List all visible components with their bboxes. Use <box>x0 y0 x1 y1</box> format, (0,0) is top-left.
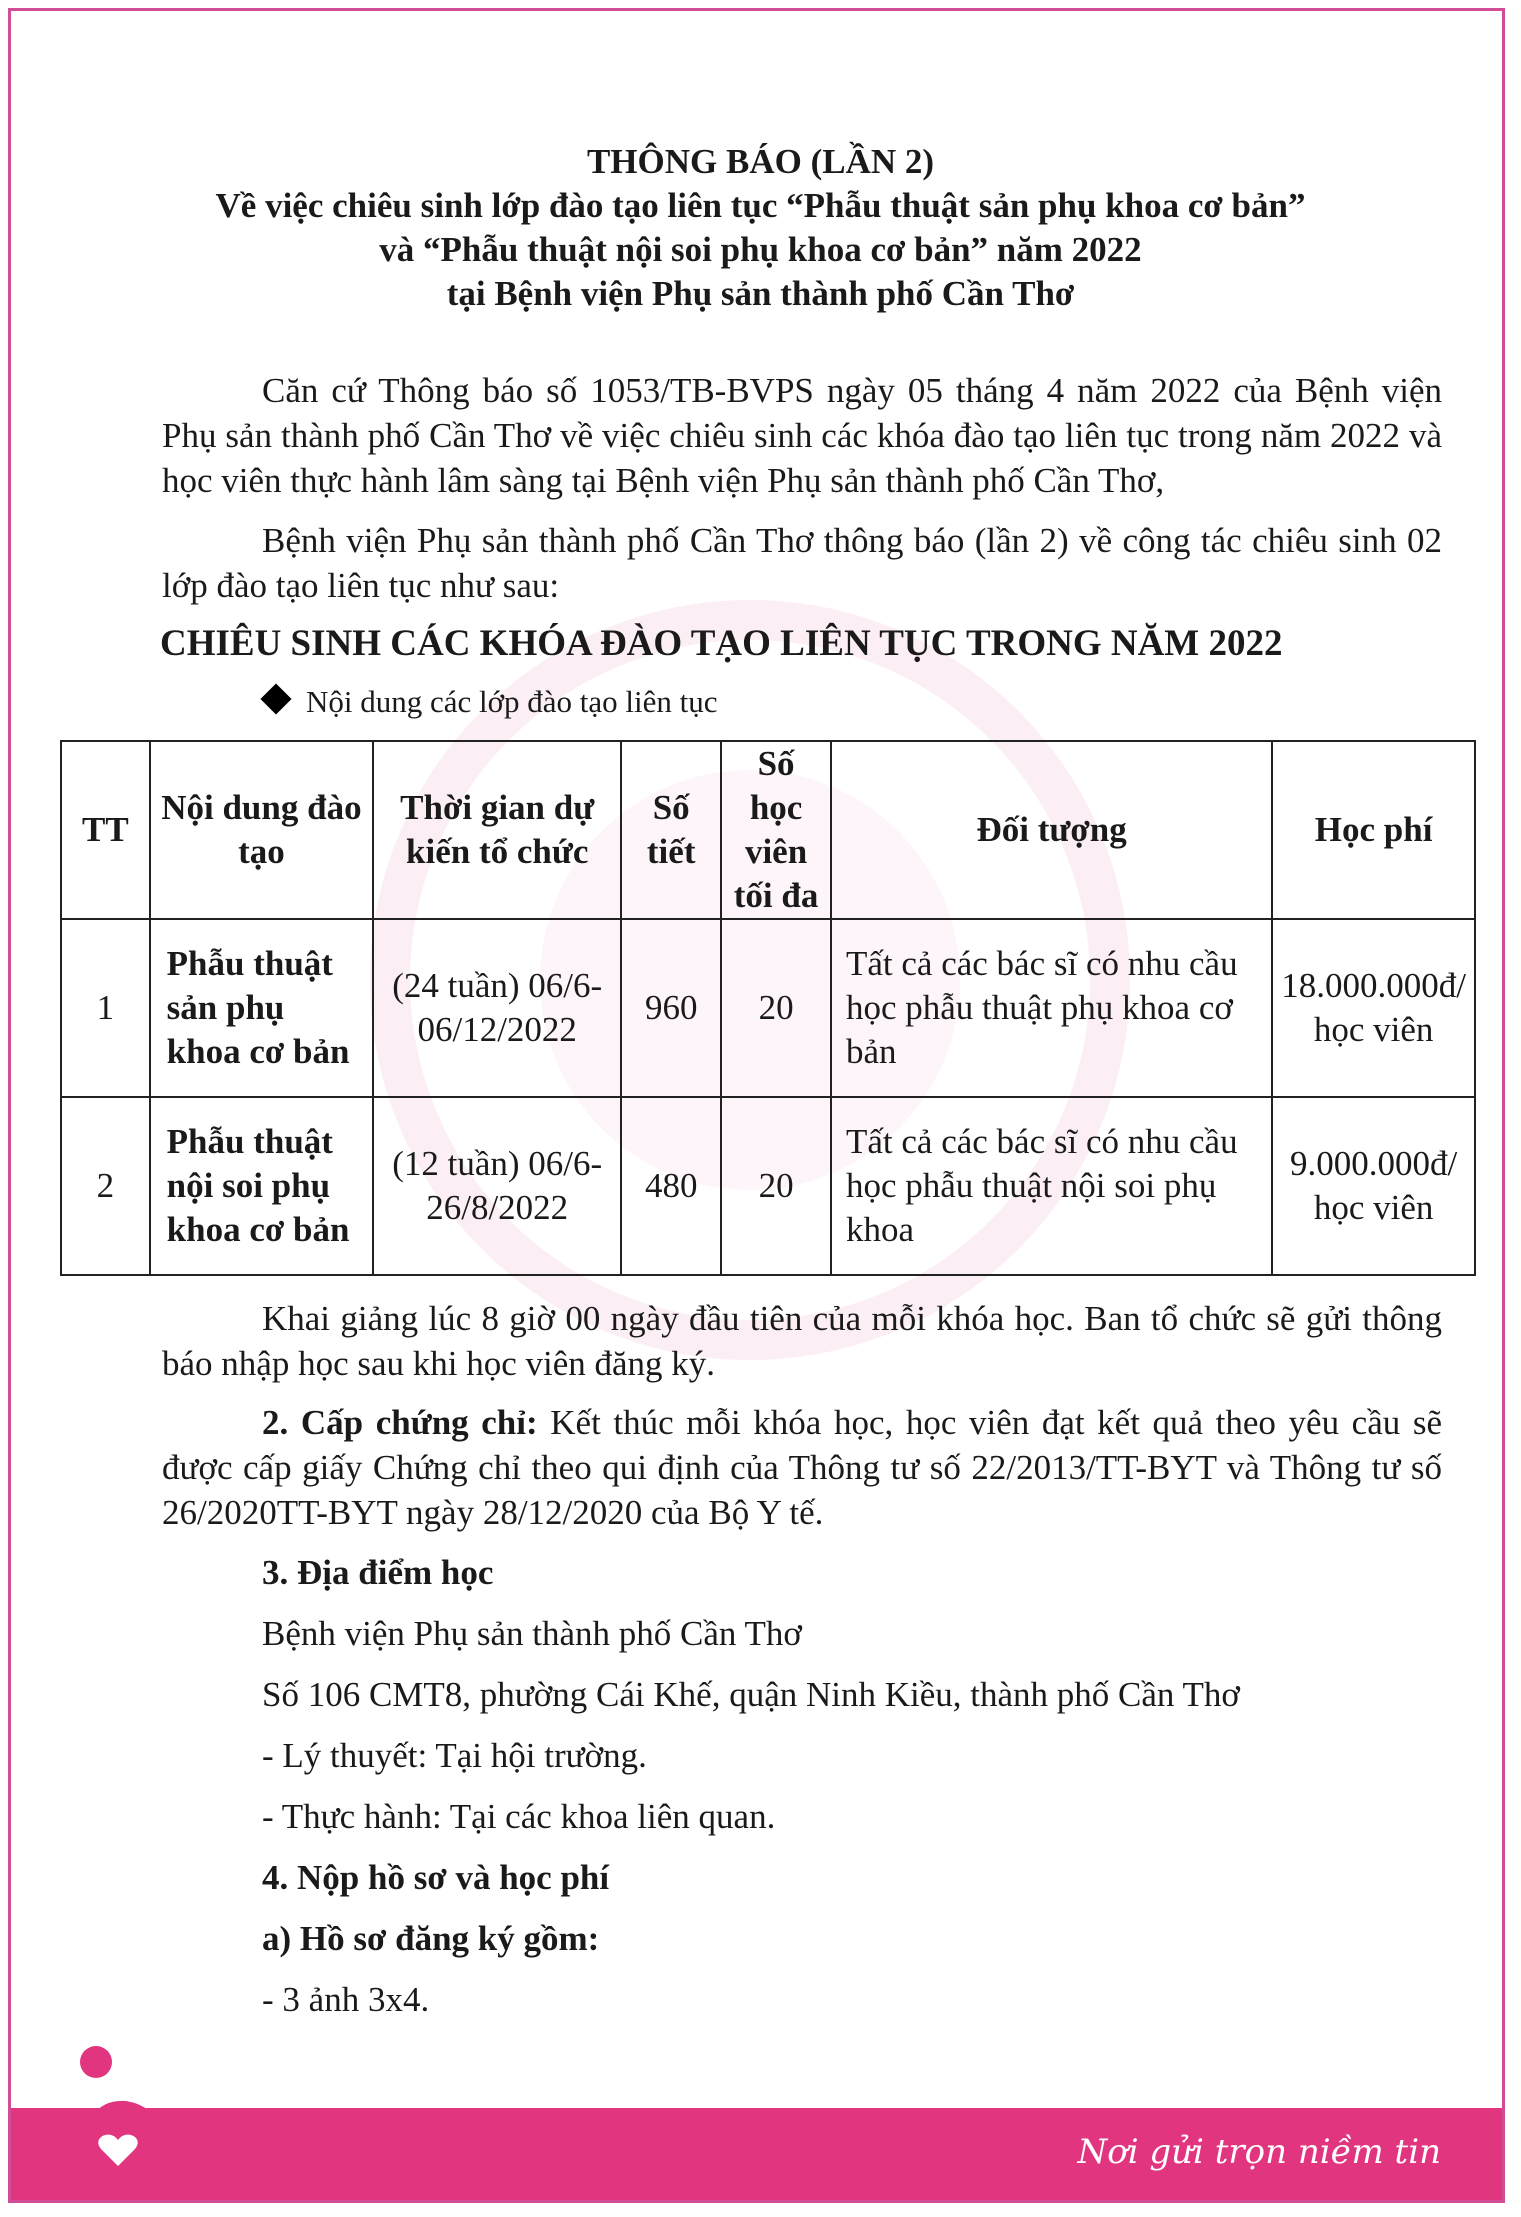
row1-fee: 18.000.000đ/ học viên <box>1272 919 1475 1097</box>
certificate-text: Kết thúc mỗi khóa học, học viên đạt kết quả theo yêu cầu sẽ được cấp giấy Chứng chỉ theo qui định của Thông tư số 22/2013/TT-BYT và Thông tư số 26/2020TT-BYT ngày 28/12/2020 của Bộ Y tế. <box>162 1403 1442 1532</box>
intro-paragraph-1: Căn cứ Thông báo số 1053/TB-BVPS ngày 05 tháng 4 năm 2022 của Bệnh viện Phụ sản thành phố Cần Thơ về việc chiêu sinh các khóa đào tạo liên tục trong năm 2022 và học viên thực hành lâm sàng tại Bệnh viện Phụ sản thành phố Cần Thơ, <box>162 371 1442 500</box>
row2-target: Tất cả các bác sĩ có nhu cầu học phẫu thuật nội soi phụ khoa <box>831 1097 1272 1275</box>
document-subtitle-line1: Về việc chiêu sinh lớp đào tạo liên tục “Phẫu thuật sản phụ khoa cơ bản” <box>215 186 1306 225</box>
document-title: THÔNG BÁO (LẦN 2) <box>586 142 935 181</box>
header-periods: Số tiết <box>621 741 721 919</box>
header-time: Thời gian dự kiến tổ chức <box>373 741 621 919</box>
document-subtitle-line3: tại Bệnh viện Phụ sản thành phố Cần Thơ <box>446 274 1075 313</box>
hospital-logo-icon <box>30 2030 180 2210</box>
row1-tt: 1 <box>61 919 150 1097</box>
location-theory: - Lý thuyết: Tại hội trường. <box>262 1736 647 1775</box>
document-header <box>0 140 1521 316</box>
row2-max-students: 20 <box>721 1097 831 1275</box>
header-target: Đối tượng <box>831 741 1272 919</box>
location-practice: - Thực hành: Tại các khoa liên quan. <box>262 1797 776 1836</box>
header-tt: TT <box>61 741 150 919</box>
opening-paragraph: Khai giảng lúc 8 giờ 00 ngày đầu tiên của mỗi khóa học. Ban tổ chức sẽ gửi thông báo nhập học sau khi học viên đăng ký. <box>162 1299 1442 1383</box>
sub-heading: Nội dung các lớp đào tạo liên tục <box>306 684 718 719</box>
diamond-bullet-icon <box>260 683 291 714</box>
table-header-row <box>61 741 1475 919</box>
header-content: Nội dung đào tạo <box>150 741 374 919</box>
location-address: Số 106 CMT8, phường Cái Khế, quận Ninh Kiều, thành phố Cần Thơ <box>262 1675 1240 1714</box>
location-heading: 3. Địa điểm học <box>262 1553 494 1592</box>
row2-fee: 9.000.000đ/ học viên <box>1272 1097 1475 1275</box>
section-heading-text: CHIÊU SINH CÁC KHÓA ĐÀO TẠO LIÊN TỤC TRONG NĂM 2022 <box>160 623 1283 664</box>
row2-periods: 480 <box>621 1097 721 1275</box>
footer-slogan: Nơi gửi trọn niềm tin <box>1077 2132 1441 2172</box>
row1-target: Tất cả các bác sĩ có nhu cầu học phẫu thuật phụ khoa cơ bản <box>831 919 1272 1097</box>
row2-time: (12 tuần) 06/6-26/8/2022 <box>373 1097 621 1275</box>
application-docs-heading: a) Hồ sơ đăng ký gồm: <box>262 1919 600 1958</box>
application-heading: 4. Nộp hồ sơ và học phí <box>262 1858 610 1897</box>
courses-table <box>60 740 1476 1276</box>
row2-tt: 2 <box>61 1097 150 1275</box>
application-item-1: - 3 ảnh 3x4. <box>262 1980 430 2019</box>
header-fee: Học phí <box>1272 741 1475 919</box>
table-row <box>61 919 1475 1097</box>
row1-content: Phẫu thuật sản phụ khoa cơ bản <box>150 919 374 1097</box>
certificate-paragraph <box>162 1400 1442 1535</box>
row1-periods: 960 <box>621 919 721 1097</box>
row2-content: Phẫu thuật nội soi phụ khoa cơ bản <box>150 1097 374 1275</box>
header-max-students: Số học viên tối đa <box>721 741 831 919</box>
certificate-label: 2. Cấp chứng chỉ: <box>262 1403 538 1442</box>
section-heading <box>160 622 1282 665</box>
table-row <box>61 1097 1475 1275</box>
document-subtitle-line2: và “Phẫu thuật nội soi phụ khoa cơ bản” năm 2022 <box>379 230 1142 269</box>
row1-time: (24 tuần) 06/6-06/12/2022 <box>373 919 621 1097</box>
intro-paragraph-2: Bệnh viện Phụ sản thành phố Cần Thơ thông báo (lần 2) về công tác chiêu sinh 02 lớp đào tạo liên tục như sau: <box>162 521 1442 605</box>
location-name: Bệnh viện Phụ sản thành phố Cần Thơ <box>262 1614 802 1653</box>
row1-max-students: 20 <box>721 919 831 1097</box>
